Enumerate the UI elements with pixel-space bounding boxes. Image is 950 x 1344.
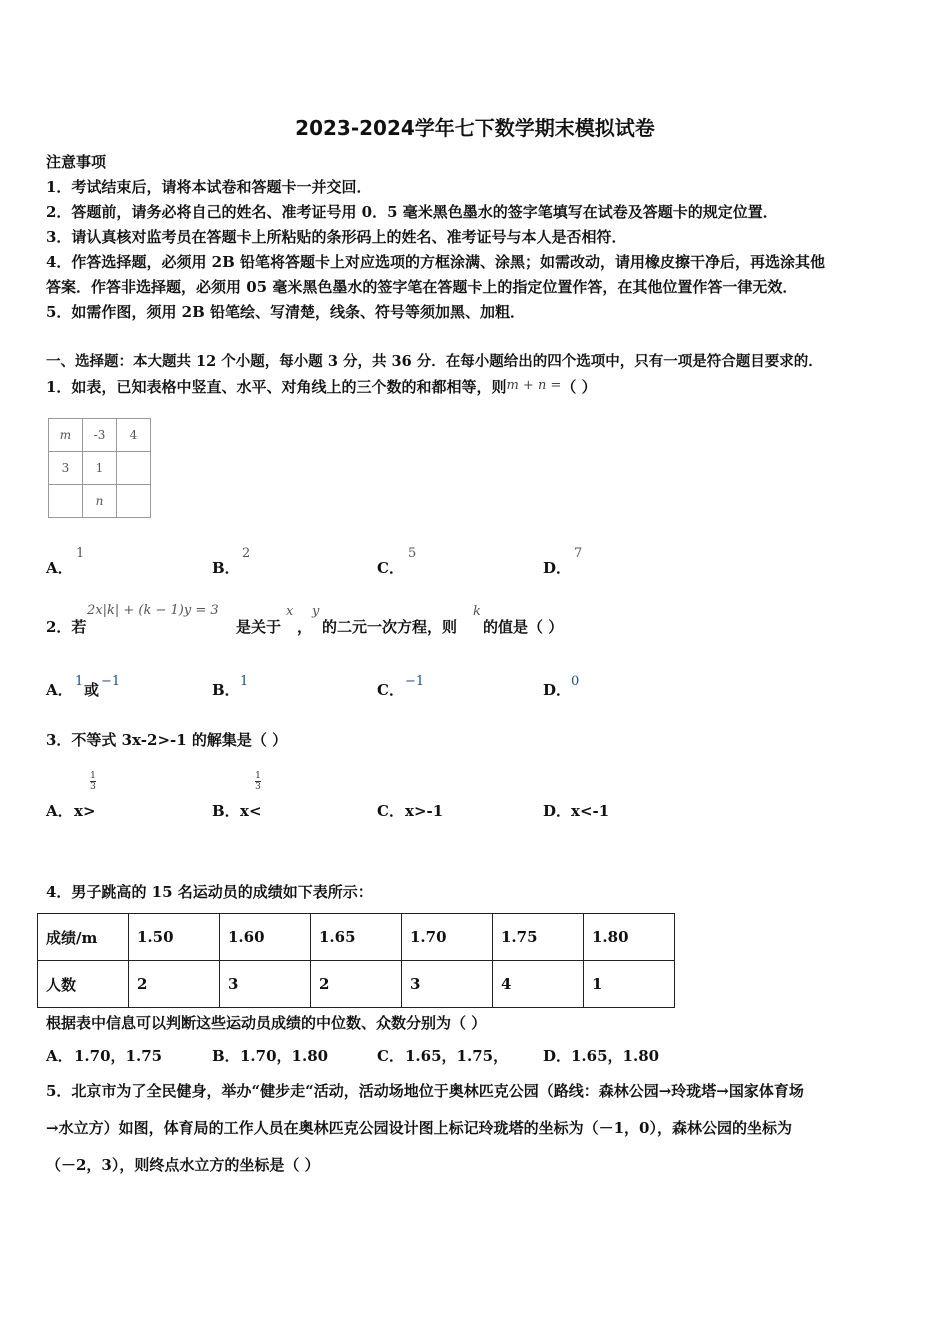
grid-cell: m [49, 419, 83, 452]
grid-cell: 1 [83, 452, 117, 485]
option-label: D． [543, 559, 572, 577]
option-label: C． [377, 559, 404, 577]
table-cell: 1 [584, 961, 675, 1008]
variable-y: y [312, 604, 320, 619]
option-value: x< [240, 802, 262, 820]
option-label: B． [212, 802, 240, 820]
option-label: D． [543, 1047, 572, 1065]
question-1-stem: 1．如表，已知表格中竖直、水平、对角线上的三个数的和都相等，则m + n =（ ） [46, 378, 597, 396]
option-label: D． [543, 802, 572, 820]
question-2-text: 是关于 [236, 618, 282, 636]
grid-cell [49, 485, 83, 518]
option-value: x<-1 [571, 802, 610, 820]
notice-item: 2．答题前，请务必将自己的姓名、准考证号用 0．5 毫米黑色墨水的签字笔填写在试卷及答题卡的规定位置． [46, 203, 778, 221]
table-cell: 1.70 [402, 914, 493, 961]
question-5-line: →水立方）如图，体育局的工作人员在奥林匹克公园设计图上标记玲珑塔的坐标为（－1，0），森林公园的坐标为 [46, 1119, 792, 1137]
option-label: A． [46, 681, 73, 699]
notice-item: 答案．作答非选择题，必须用 05 毫米黑色墨水的签字笔在答题卡上的指定位置作答，在其他位置作答一律无效． [46, 278, 798, 296]
notice-item: 4．作答选择题，必须用 2B 铅笔将答题卡上对应选项的方框涂满、涂黑；如需改动，请用橡皮擦干净后，再选涂其他 [46, 253, 826, 271]
question-3-stem: 3．不等式 3x-2>-1 的解集是（ ） [46, 731, 288, 749]
table-row [38, 914, 675, 961]
option-value: x>-1 [405, 802, 444, 820]
table-cell: 成绩/m [38, 914, 129, 961]
question-2-number: 2．若 [46, 618, 87, 636]
table-row [38, 961, 675, 1008]
option-value: 2 [242, 546, 251, 561]
option-label: D． [543, 681, 572, 699]
grid-cell: 3 [49, 452, 83, 485]
question-5-line: （－2，3），则终点水立方的坐标是（ ） [46, 1156, 320, 1174]
page-title: 2023-2024学年七下数学期末模拟试卷 [295, 116, 655, 140]
variable-x: x [286, 604, 294, 619]
question-2-text: 的二元一次方程，则 [322, 618, 458, 636]
option-label: A． [46, 802, 73, 820]
notice-item: 5．如需作图，须用 2B 铅笔绘、写清楚，线条、符号等须加黑、加粗． [46, 303, 525, 321]
option-value: 5 [408, 546, 417, 561]
grid-cell [117, 452, 151, 485]
table-cell: 2 [129, 961, 220, 1008]
question-1-expression: m + n = [506, 378, 562, 393]
option-label: A． [46, 559, 73, 577]
fraction-one-third: 1 3 [90, 771, 96, 792]
option-label: A． [46, 1047, 73, 1065]
table-cell: 人数 [38, 961, 129, 1008]
question-4-stem: 4．男子跳高的 15 名运动员的成绩如下表所示： [46, 883, 373, 901]
question-5-line: 5．北京市为了全民健身，举办“健步走“活动，活动场地位于奥林匹克公园（路线：森林公园→玲珑塔→国家体育场 [46, 1082, 804, 1100]
option-value: 1 [240, 674, 249, 689]
grid-cell: -3 [83, 419, 117, 452]
option-value: −1 [101, 674, 121, 689]
option-label: C． [377, 681, 404, 699]
table-cell: 1.50 [129, 914, 220, 961]
magic-square-table [48, 418, 151, 518]
question-2-text: 的值是（ ） [483, 618, 564, 636]
variable-k: k [473, 604, 481, 619]
option-label: C． [377, 1047, 404, 1065]
option-label: C． [377, 802, 404, 820]
option-value: 1.70，1.80 [240, 1047, 329, 1065]
question-4-text: 根据表中信息可以判断这些运动员成绩的中位数、众数分别为（ ） [46, 1014, 487, 1032]
option-label: B． [212, 681, 240, 699]
option-value: 0 [571, 674, 580, 689]
question-2-equation: 2x|k| + (k − 1)y = 3 [87, 603, 219, 618]
results-table [37, 913, 675, 1008]
option-value: 1.65，1.75， [405, 1047, 509, 1065]
option-label: B． [212, 1047, 240, 1065]
option-value: 1 [76, 546, 85, 561]
table-cell: 1.65 [311, 914, 402, 961]
table-cell: 3 [220, 961, 311, 1008]
table-cell: 2 [311, 961, 402, 1008]
option-label: B． [212, 559, 240, 577]
option-value: 1.65，1.80 [571, 1047, 660, 1065]
question-2-comma: ， [297, 618, 313, 636]
option-value: x> [74, 802, 96, 820]
table-cell: 1.80 [584, 914, 675, 961]
notice-item: 3．请认真核对监考员在答题卡上所粘贴的条形码上的姓名、准考证号与本人是否相符． [46, 228, 627, 246]
section-heading: 一、选择题：本大题共 12 个小题，每小题 3 分，共 36 分．在每小题给出的四个选项中，只有一项是符合题目要求的． [46, 353, 823, 370]
option-value: −1 [405, 674, 425, 689]
table-cell: 1.60 [220, 914, 311, 961]
notice-heading: 注意事项 [46, 153, 107, 171]
notice-item: 1．考试结束后，请将本试卷和答题卡一并交回． [46, 178, 372, 196]
grid-cell: n [83, 485, 117, 518]
fraction-one-third: 1 3 [255, 771, 261, 792]
grid-cell: 4 [117, 419, 151, 452]
option-value: 1 [75, 674, 84, 689]
option-value: 7 [574, 546, 583, 561]
option-value: 1.70，1.75 [74, 1047, 163, 1065]
table-cell: 4 [493, 961, 584, 1008]
table-cell: 1.75 [493, 914, 584, 961]
grid-cell [117, 485, 151, 518]
option-text: 或 [84, 681, 100, 699]
table-cell: 3 [402, 961, 493, 1008]
